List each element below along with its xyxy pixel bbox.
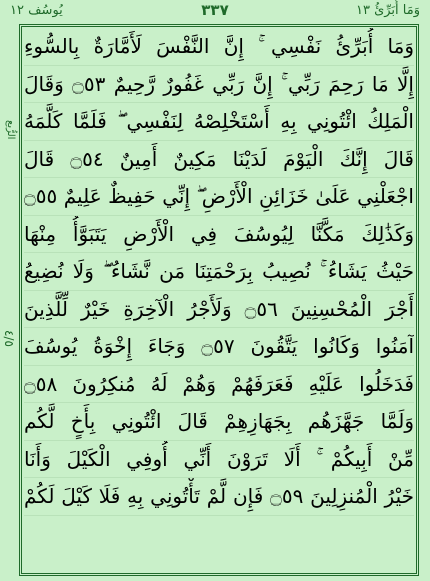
- verse-line: مِّنْ أَبِيكُمْ ۚ أَلَا تَرَوْنَ أَنِّي أُوفِي الْكَيْلَ وَأَنَا: [24, 441, 414, 479]
- margin-rub-label: الرُّبع: [5, 120, 16, 140]
- verse-line: آمَنُوا وَكَانُوا يَتَّقُونَ ۝٥٧ وَجَاءَ إِخْوَةُ يُوسُفَ: [24, 328, 414, 366]
- surah-name: يُوسُف ١٢: [10, 3, 63, 18]
- verse-line: خَيْرُ الْمُنزِلِينَ ۝٥٩ فَإِن لَّمْ تَأْتُونِي بِهِ فَلَا كَيْلَ لَكُمْ: [24, 478, 414, 516]
- verse-line: وَكَذَٰلِكَ مَكَّنَّا لِيُوسُفَ فِي الْأَرْضِ يَتَبَوَّأُ مِنْهَا: [24, 216, 414, 254]
- page-header: [0, 0, 430, 22]
- verse-line: فَدَخَلُوا عَلَيْهِ فَعَرَفَهُمْ وَهُمْ لَهُ مُنكِرُونَ ۝٥٨: [24, 366, 414, 404]
- verse-line: إِلَّا مَا رَحِمَ رَبِّي ۚ إِنَّ رَبِّي غَفُورٌ رَّحِيمٌ ۝٥٣ وَقَالَ: [24, 66, 414, 104]
- verse-lines: [24, 28, 414, 516]
- margin-rub-number: ٤/٥: [2, 330, 16, 347]
- verse-line: وَلَمَّا جَهَّزَهُم بِجَهَازِهِمْ قَالَ ائْتُونِي بِأَخٍ لَّكُم: [24, 403, 414, 441]
- verse-line: الْمَلِكُ ائْتُونِي بِهِ أَسْتَخْلِصْهُ لِنَفْسِي ۖ فَلَمَّا كَلَّمَهُ: [24, 103, 414, 141]
- verse-line: حَيْثُ يَشَاءُ ۚ نُصِيبُ بِرَحْمَتِنَا مَن نَّشَاءُ ۖ وَلَا نُضِيعُ: [24, 253, 414, 291]
- verse-line: قَالَ إِنَّكَ الْيَوْمَ لَدَيْنَا مَكِينٌ أَمِينٌ ۝٥٤ قَالَ: [24, 141, 414, 179]
- verse-line: وَمَا أُبَرِّئُ نَفْسِي ۚ إِنَّ النَّفْسَ لَأَمَّارَةٌ بِالسُّوءِ: [24, 28, 414, 66]
- verse-line: أَجْرَ الْمُحْسِنِينَ ۝٥٦ وَلَأَجْرُ الْآخِرَةِ خَيْرٌ لِّلَّذِينَ: [24, 291, 414, 329]
- juz-name: وَمَا أُبَرِّئُ ١٣: [355, 3, 420, 18]
- page-number: ٣٣٧: [201, 1, 229, 19]
- verse-line: اجْعَلْنِي عَلَىٰ خَزَائِنِ الْأَرْضِ ۖ إِنِّي حَفِيظٌ عَلِيمٌ ۝٥٥: [24, 178, 414, 216]
